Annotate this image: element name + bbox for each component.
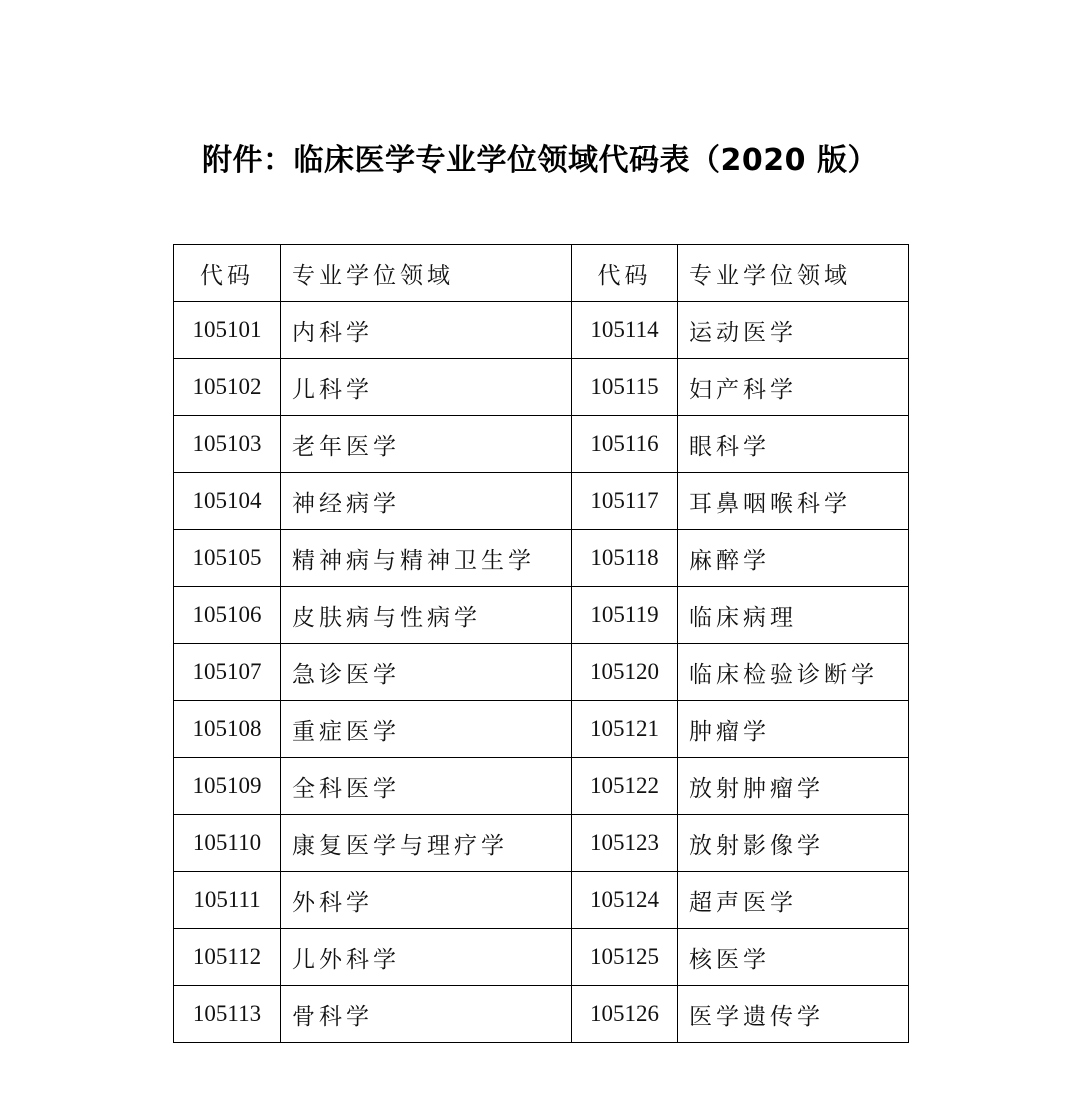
- table-row: [174, 872, 909, 929]
- code-right-cell: 105119: [572, 587, 678, 644]
- table-row: [174, 644, 909, 701]
- field-right-cell: 妇产科学: [678, 359, 909, 416]
- header-code-right: 代码: [572, 245, 678, 302]
- field-right-cell: 肿瘤学: [678, 701, 909, 758]
- field-right-cell: 放射肿瘤学: [678, 758, 909, 815]
- field-left-cell: 老年医学: [281, 416, 572, 473]
- code-left-cell: 105113: [174, 986, 281, 1043]
- table-row: [174, 701, 909, 758]
- code-left-cell: 105106: [174, 587, 281, 644]
- code-left-cell: 105110: [174, 815, 281, 872]
- table-row: [174, 815, 909, 872]
- table-row: [174, 416, 909, 473]
- code-right-cell: 105116: [572, 416, 678, 473]
- code-right-cell: 105115: [572, 359, 678, 416]
- field-left-cell: 康复医学与理疗学: [281, 815, 572, 872]
- field-left-cell: 全科医学: [281, 758, 572, 815]
- header-code-left: 代码: [174, 245, 281, 302]
- field-right-cell: 运动医学: [678, 302, 909, 359]
- field-left-cell: 外科学: [281, 872, 572, 929]
- code-left-cell: 105104: [174, 473, 281, 530]
- field-right-cell: 超声医学: [678, 872, 909, 929]
- field-left-cell: 精神病与精神卫生学: [281, 530, 572, 587]
- code-right-cell: 105118: [572, 530, 678, 587]
- field-left-cell: 神经病学: [281, 473, 572, 530]
- field-right-cell: 放射影像学: [678, 815, 909, 872]
- field-left-cell: 儿外科学: [281, 929, 572, 986]
- field-left-cell: 急诊医学: [281, 644, 572, 701]
- field-right-cell: 耳鼻咽喉科学: [678, 473, 909, 530]
- field-right-cell: 眼科学: [678, 416, 909, 473]
- code-right-cell: 105123: [572, 815, 678, 872]
- table-header-row: [174, 245, 909, 302]
- table-row: [174, 359, 909, 416]
- field-right-cell: 临床病理: [678, 587, 909, 644]
- field-right-cell: 核医学: [678, 929, 909, 986]
- table-row: [174, 302, 909, 359]
- header-field-left: 专业学位领域: [281, 245, 572, 302]
- code-left-cell: 105105: [174, 530, 281, 587]
- code-left-cell: 105107: [174, 644, 281, 701]
- table-row: [174, 587, 909, 644]
- table-body: [174, 302, 909, 1043]
- code-right-cell: 105125: [572, 929, 678, 986]
- code-left-cell: 105109: [174, 758, 281, 815]
- code-right-cell: 105120: [572, 644, 678, 701]
- table-row: [174, 530, 909, 587]
- code-left-cell: 105108: [174, 701, 281, 758]
- code-left-cell: 105101: [174, 302, 281, 359]
- code-left-cell: 105102: [174, 359, 281, 416]
- field-left-cell: 内科学: [281, 302, 572, 359]
- field-left-cell: 儿科学: [281, 359, 572, 416]
- field-left-cell: 重症医学: [281, 701, 572, 758]
- field-code-table: [173, 244, 909, 1043]
- table-row: [174, 473, 909, 530]
- field-left-cell: 皮肤病与性病学: [281, 587, 572, 644]
- header-field-right: 专业学位领域: [678, 245, 909, 302]
- code-right-cell: 105121: [572, 701, 678, 758]
- code-right-cell: 105122: [572, 758, 678, 815]
- code-left-cell: 105112: [174, 929, 281, 986]
- table-row: [174, 986, 909, 1043]
- table-row: [174, 929, 909, 986]
- code-right-cell: 105126: [572, 986, 678, 1043]
- code-left-cell: 105111: [174, 872, 281, 929]
- document-title: 附件：临床医学专业学位领域代码表（2020 版）: [202, 143, 878, 178]
- code-right-cell: 105124: [572, 872, 678, 929]
- field-right-cell: 医学遗传学: [678, 986, 909, 1043]
- table-row: [174, 758, 909, 815]
- code-left-cell: 105103: [174, 416, 281, 473]
- code-right-cell: 105117: [572, 473, 678, 530]
- field-right-cell: 麻醉学: [678, 530, 909, 587]
- field-left-cell: 骨科学: [281, 986, 572, 1043]
- code-right-cell: 105114: [572, 302, 678, 359]
- field-right-cell: 临床检验诊断学: [678, 644, 909, 701]
